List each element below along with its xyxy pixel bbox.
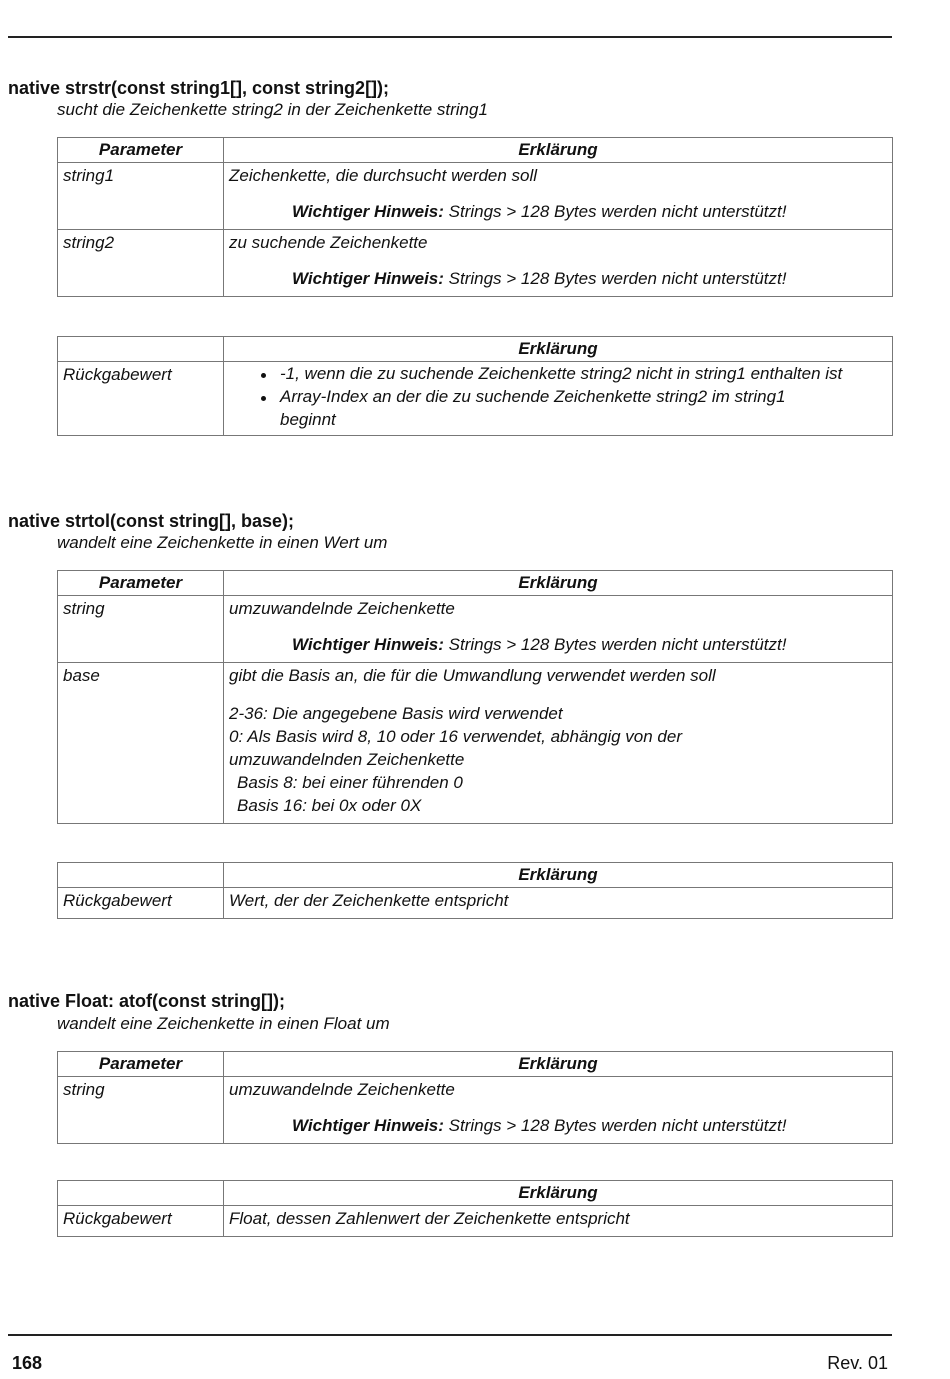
param-explanation: Zeichenkette, die durchsucht werden soll (229, 166, 538, 185)
note-label: Wichtiger Hinweis: (292, 635, 444, 654)
important-note (224, 255, 892, 296)
table-row (58, 1077, 893, 1144)
empty-header-cell (58, 337, 224, 362)
param-name: base (63, 666, 100, 685)
return-table (57, 862, 893, 919)
return-explanation: Wert, der der Zeichenkette entspricht (229, 891, 509, 910)
param-name: string2 (63, 233, 115, 252)
param-explanation: umzuwandelnde Zeichenkette (229, 1080, 455, 1099)
base-details (224, 688, 892, 823)
table-row (58, 888, 893, 919)
return-list (224, 362, 892, 435)
param-name: string (63, 599, 105, 618)
return-table (57, 1180, 893, 1237)
param-explanation: zu suchende Zeichenkette (229, 233, 428, 252)
header-rule (8, 36, 892, 38)
note-text: Strings > 128 Bytes werden nicht unterstützt! (443, 1116, 787, 1135)
page-number: 168 (12, 1353, 43, 1373)
return-label: Rückgabewert (63, 1209, 172, 1228)
table-row (58, 230, 893, 297)
list-item: Array-Index an der die zu suchende Zeichenkette string2 im string1 beginnt (224, 385, 892, 431)
param-name: string1 (63, 166, 115, 185)
explanation-header: Erklärung (224, 1181, 893, 1206)
detail-line: 2-36: Die angegebene Basis wird verwendet (229, 704, 563, 723)
note-text: Strings > 128 Bytes werden nicht unterstützt! (443, 635, 787, 654)
explanation-header: Erklärung (224, 138, 893, 163)
note-label: Wichtiger Hinweis: (292, 269, 444, 288)
explanation-header: Erklärung (224, 1052, 893, 1077)
return-explanation: Float, dessen Zahlenwert der Zeichenkette entspricht (229, 1209, 630, 1228)
footer-rule (8, 1334, 892, 1336)
param-explanation: gibt die Basis an, die für die Umwandlung verwendet werden soll (229, 666, 716, 685)
param-explanation: umzuwandelnde Zeichenkette (229, 599, 455, 618)
param-header: Parameter (58, 138, 224, 163)
important-note (224, 621, 892, 662)
param-name: string (63, 1080, 105, 1099)
table-row (58, 163, 893, 230)
function-signature: native Float: atof(const string[]); (8, 991, 285, 1011)
function-signature: native strtol(const string[], base); (8, 511, 295, 531)
empty-header-cell (58, 1181, 224, 1206)
return-label: Rückgabewert (63, 365, 172, 384)
parameter-table (57, 137, 893, 297)
function-description: wandelt eine Zeichenkette in einen Float um (57, 1014, 390, 1033)
table-row (58, 362, 893, 436)
param-header: Parameter (58, 571, 224, 596)
detail-line: umzuwandelnden Zeichenkette (229, 750, 465, 769)
parameter-table (57, 1051, 893, 1144)
detail-line: 0: Als Basis wird 8, 10 oder 16 verwendet, abhängig von der (229, 727, 682, 746)
explanation-header: Erklärung (224, 863, 893, 888)
param-header: Parameter (58, 1052, 224, 1077)
note-label: Wichtiger Hinweis: (292, 202, 444, 221)
important-note (224, 188, 892, 229)
detail-line: Basis 16: bei 0x oder 0X (237, 796, 422, 815)
note-label: Wichtiger Hinweis: (292, 1116, 444, 1135)
return-table (57, 336, 893, 436)
empty-header-cell (58, 863, 224, 888)
function-signature: native strstr(const string1[], const string2[]); (8, 78, 390, 98)
parameter-table (57, 570, 893, 824)
detail-line: Basis 8: bei einer führenden 0 (237, 773, 463, 792)
important-note (224, 1102, 892, 1143)
table-row (58, 663, 893, 824)
list-item: -1, wenn die zu suchende Zeichenkette string2 nicht in string1 enthalten ist (224, 362, 892, 385)
table-row (58, 1206, 893, 1237)
table-row (58, 596, 893, 663)
explanation-header: Erklärung (224, 571, 893, 596)
explanation-header: Erklärung (224, 337, 893, 362)
revision-label: Rev. 01 (827, 1353, 888, 1373)
note-text: Strings > 128 Bytes werden nicht unterstützt! (443, 269, 787, 288)
return-label: Rückgabewert (63, 891, 172, 910)
function-description: sucht die Zeichenkette string2 in der Zeichenkette string1 (57, 100, 488, 119)
function-description: wandelt eine Zeichenkette in einen Wert um (57, 533, 388, 552)
note-text: Strings > 128 Bytes werden nicht unterstützt! (443, 202, 787, 221)
